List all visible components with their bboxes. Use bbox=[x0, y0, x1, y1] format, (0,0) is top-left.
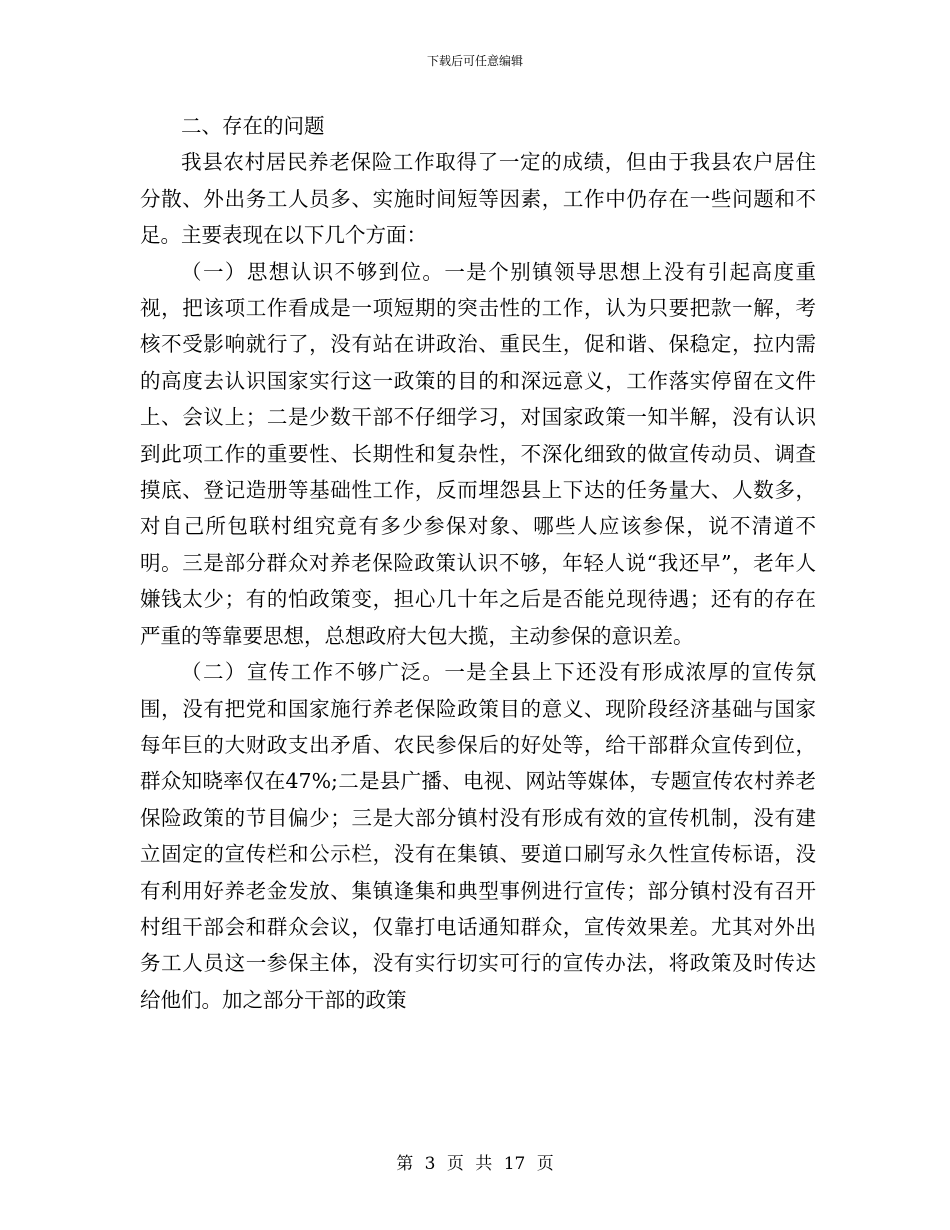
page-number: 第 3 页 共 17 页 bbox=[396, 1154, 554, 1174]
paragraph-publicity: （二）宣传工作不够广泛。一是全县上下还没有形成浓厚的宣传氛围，没有把党和国家施行养老保险政策目的意义、现阶段经济基础与国家每年巨的大财政支出矛盾、农民参保后的好处等，给干部群众宣传到位，群众知晓率仅在47%;二是县广播、电视、网站等媒体，专题宣传农村养老保险政策的节目偏少；三是大部分镇村没有形成有效的宣传机制，没有建立固定的宣传栏和公示栏，没有在集镇、要道口刷写永久性宣传标语，没有利用好养老金发放、集镇逢集和典型事例进行宣传；部分镇村没有召开村组干部会和群众会议，仅靠打电话通知群众，宣传效果差。尤其对外出务工人员这一参保主体，没有实行切实可行的宣传办法，将政策及时传达给他们。加之部分干部的政策 bbox=[140, 660, 816, 1012]
page-header: 下载后可任意编辑 bbox=[426, 54, 523, 68]
document-body bbox=[140, 108, 816, 1018]
paragraph-thinking: （一）思想认识不够到位。一是个别镇领导思想上没有引起高度重视，把该项工作看成是一项短期的突击性的工作，认为只要把款一解，考核不受影响就行了，没有站在讲政治、重民生，促和谐、保稳定，拉内需的高度去认识国家实行这一政策的目的和深远意义，工作落实停留在文件上、会议上；二是少数干部不仔细学习，对国家政策一知半解，没有认识到此项工作的重要性、长期性和复杂性，不深化细致的做宣传动员、调查摸底、登记造册等基础性工作，反而埋怨县上下达的任务量大、人数多，对自己所包联村组究竟有多少参保对象、哪些人应该参保，说不清道不明。三是部分群众对养老保险政策认识不够，年轻人说“我还早”，老年人嫌钱太少；有的怕政策变，担心几十年之后是否能兑现待遇；还有的存在严重的等靠要思想，总想政府大包大揽，主动参保的意识差。 bbox=[140, 259, 816, 648]
paragraph-intro: 我县农村居民养老保险工作取得了一定的成绩，但由于我县农户居住分散、外出务工人员多、实施时间短等因素，工作中仍存在一些问题和不足。主要表现在以下几个方面： bbox=[140, 150, 816, 248]
section-heading: 二、存在的问题 bbox=[181, 114, 325, 138]
